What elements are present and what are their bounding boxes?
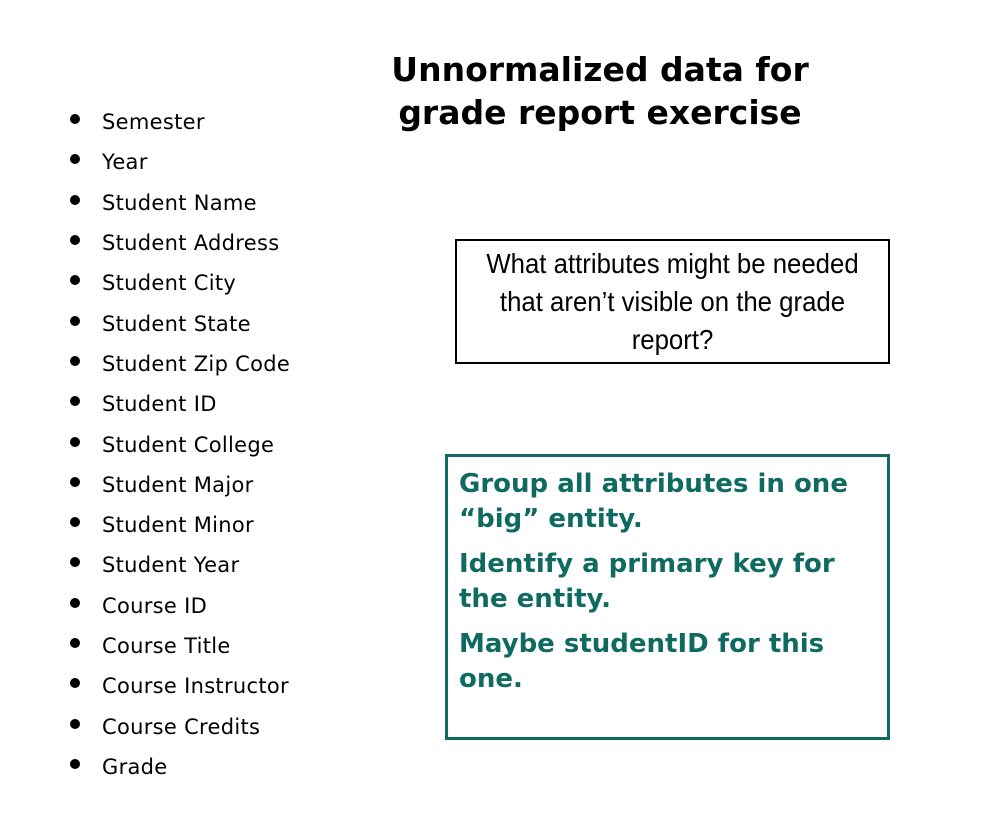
attribute-label: Grade [102, 754, 168, 779]
attribute-label: Course Instructor [102, 674, 289, 699]
hint-paragraph: Group all attributes in one “big” entity. [459, 469, 848, 534]
attribute-list [64, 102, 290, 787]
attribute-item [64, 465, 290, 505]
attribute-label: Course ID [102, 593, 208, 618]
attribute-label: Student Name [102, 190, 257, 215]
attribute-item [64, 102, 290, 142]
attribute-item [64, 586, 290, 626]
attribute-item [64, 666, 290, 706]
bullet-icon [70, 678, 80, 688]
bullet-icon [70, 437, 80, 447]
attribute-label: Student Address [102, 231, 280, 256]
attribute-label: Year [102, 150, 148, 175]
question-text: What attributes might be needed that aren’t visible on the grade report? [486, 247, 859, 355]
attribute-label: Student State [102, 311, 251, 336]
bullet-icon [70, 759, 80, 769]
attribute-label: Student Major [102, 472, 254, 497]
bullet-icon [70, 154, 80, 164]
attribute-item [64, 545, 290, 585]
bullet-icon [70, 195, 80, 205]
question-box [455, 239, 890, 364]
slide-title [350, 48, 850, 134]
attribute-item [64, 384, 290, 424]
attribute-label: Course Credits [102, 714, 261, 739]
attribute-item [64, 223, 290, 263]
attribute-item [64, 303, 290, 343]
attribute-item [64, 344, 290, 384]
bullet-icon [70, 477, 80, 487]
bullet-icon [70, 598, 80, 608]
attribute-label: Student City [102, 271, 237, 296]
bullet-icon [70, 356, 80, 366]
attribute-item [64, 142, 290, 182]
attribute-item [64, 626, 290, 666]
hint-paragraph: Identify a primary key for the entity. [459, 549, 835, 614]
bullet-icon [70, 517, 80, 527]
bullet-icon [70, 275, 80, 285]
bullet-icon [70, 114, 80, 124]
attribute-item [64, 263, 290, 303]
attribute-label: Student Zip Code [102, 351, 291, 376]
bullet-icon [70, 638, 80, 648]
hint-paragraph: Maybe studentID for this one. [459, 629, 825, 694]
attribute-label: Course Title [102, 634, 231, 658]
attribute-label: Student ID [102, 392, 217, 417]
attribute-item [64, 505, 290, 545]
hint-box [445, 454, 890, 740]
bullet-icon [70, 316, 80, 326]
bullet-icon [70, 235, 80, 245]
title-line-2: grade report exercise [398, 93, 802, 132]
attribute-label: Student Minor [102, 513, 254, 538]
title-line-1: Unnormalized data for [391, 50, 809, 89]
bullet-icon [70, 557, 80, 567]
attribute-item [64, 747, 290, 787]
attribute-label: Semester [102, 110, 205, 135]
bullet-icon [70, 396, 80, 406]
bullet-icon [70, 719, 80, 729]
attribute-label: Student Year [102, 553, 240, 578]
attribute-label: Student College [102, 432, 275, 457]
attribute-item [64, 183, 290, 223]
attribute-item [64, 706, 290, 746]
attribute-item [64, 424, 290, 464]
